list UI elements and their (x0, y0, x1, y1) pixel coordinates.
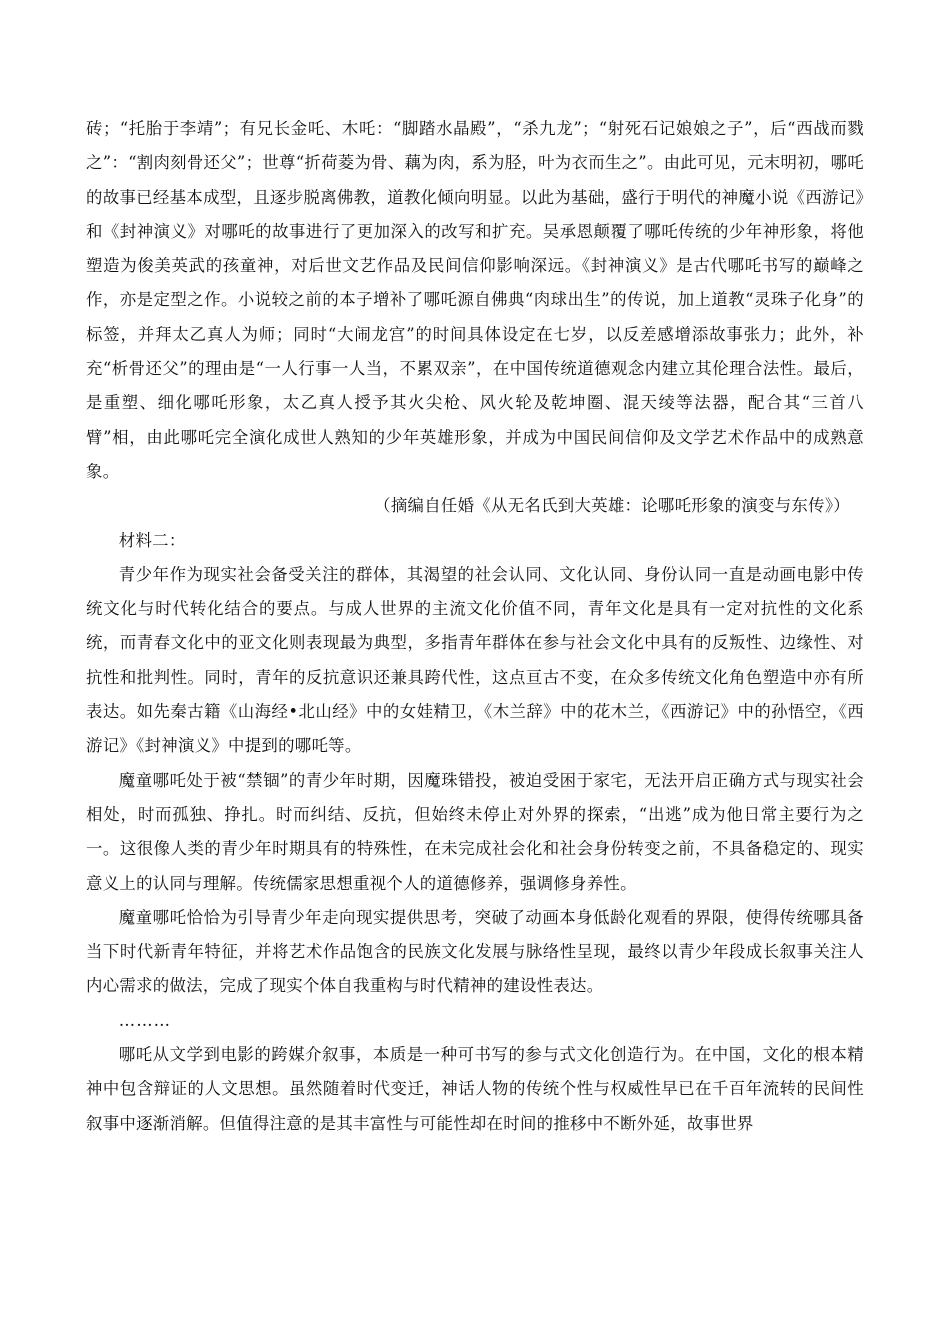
material-two-paragraph-1: 青少年作为现实社会备受关注的群体，其渴望的社会认同、文化认同、身份认同一直是动画电影中传统文化与时代转化结合的要点。与成人世界的主流文化价值不同，青年文化是具有一定对抗性的文化系统，而青春文化中的亚文化则表现最为典型，多指青年群体在参与社会文化中具有的反叛性、边缘性、对抗性和批判性。同时，青年的反抗意识还兼具跨代性，这点亘古不变，在众多传统文化角色塑造中亦有所表达。如先秦古籍《山海经•北山经》中的女娃精卫，《木兰辞》中的花木兰，《西游记》中的孙悟空，《西游记》《封神演义》中提到的哪吒等。 (86, 564, 864, 756)
material-two-closing-paragraph: 哪吒从文学到电影的跨媒介叙事，本质是一种可书写的参与式文化创造行为。在中国，文化的根本精神中包含辩证的人文思想。虽然随着时代变迁，神话人物的传统个性与权威性早已在千百年流转的民间性叙事中逐渐消解。但值得注意的是其丰富性与可能性却在时间的推移中不断外延，故事世界 (86, 1045, 864, 1133)
material-one-source-citation: （摘编自任婚《从无名氏到大英雄：论哪吒形象的演变与东传》） (374, 496, 850, 516)
material-two-paragraph-3: 魔童哪吒恰恰为引导青少年走向现实提供思考，突破了动画本身低龄化观看的界限，使得传统哪具备当下时代新青年特征，并将艺术作品饱含的民族文化发展与脉络性呈现，最终以青少年段成长叙事关注人内心需求的做法，完成了现实个体自我重构与时代精神的建设性表达。 (86, 907, 864, 996)
material-two-paragraph-2: 魔童哪吒处于被“禁锢”的青少年时期，因魔珠错投，被迫受困于家宅，无法开启正确方式与现实社会相处，时而孤独、挣扎。时而纠结、反抗，但始终未停止对外界的探索，“出逃”成为他日常主要行为之一。这很像人类的青少年时期具有的特殊性，在未完成社会化和社会身份转变之前，不具备稳定的、现实意义上的认同与理解。传统儒家思想重视个人的道德修养，强调修身养性。 (86, 770, 864, 893)
material-two-heading: 材料二： (118, 530, 186, 550)
material-one-paragraph: 砖；“托胎于李靖”；有兄长金吒、木吒：“脚踏水晶殿”，“杀九龙”；“射死石记娘娘之子”，后“西战而戮之”：“割肉刻骨还父”；世尊“折荷菱为骨、藕为肉，系为胫，叶为衣而生之”。由此可见，元末明初，哪吒的故事已经基本成型，且逐步脱离佛教，道教化倾向明显。以此为基础，盛行于明代的神魔小说《西游记》和《封神演义》对哪吒的故事进行了更加深入的改写和扩充。吴承恩颠覆了哪吒传统的少年神形象，将他塑造为俊美英武的孩童神，对后世文艺作品及民间信仰影响深远。《封神演义》是古代哪吒书写的巅峰之作，亦是定型之作。小说较之前的本子增补了哪吒源自佛典“肉球出生”的传说，加上道教“灵珠子化身”的标签，并拜太乙真人为师；同时“大闹龙宫”的时间具体设定在七岁，以反差感增添故事张力；此外，补充“析骨还父”的理由是“一人行事一人当，不累双亲”，在中国传统道德观念内建立其伦理合法性。最后，是重塑、细化哪吒形象，太乙真人授予其火尖枪、风火轮及乾坤圈、混天绫等法器，配合其“三首八臂”相，由此哪吒完全演化成世人熟知的少年英雄形象，并成为中国民间信仰及文学艺术作品中的成熟意象。 (86, 119, 864, 481)
omission-ellipsis: ……… (118, 1010, 171, 1030)
